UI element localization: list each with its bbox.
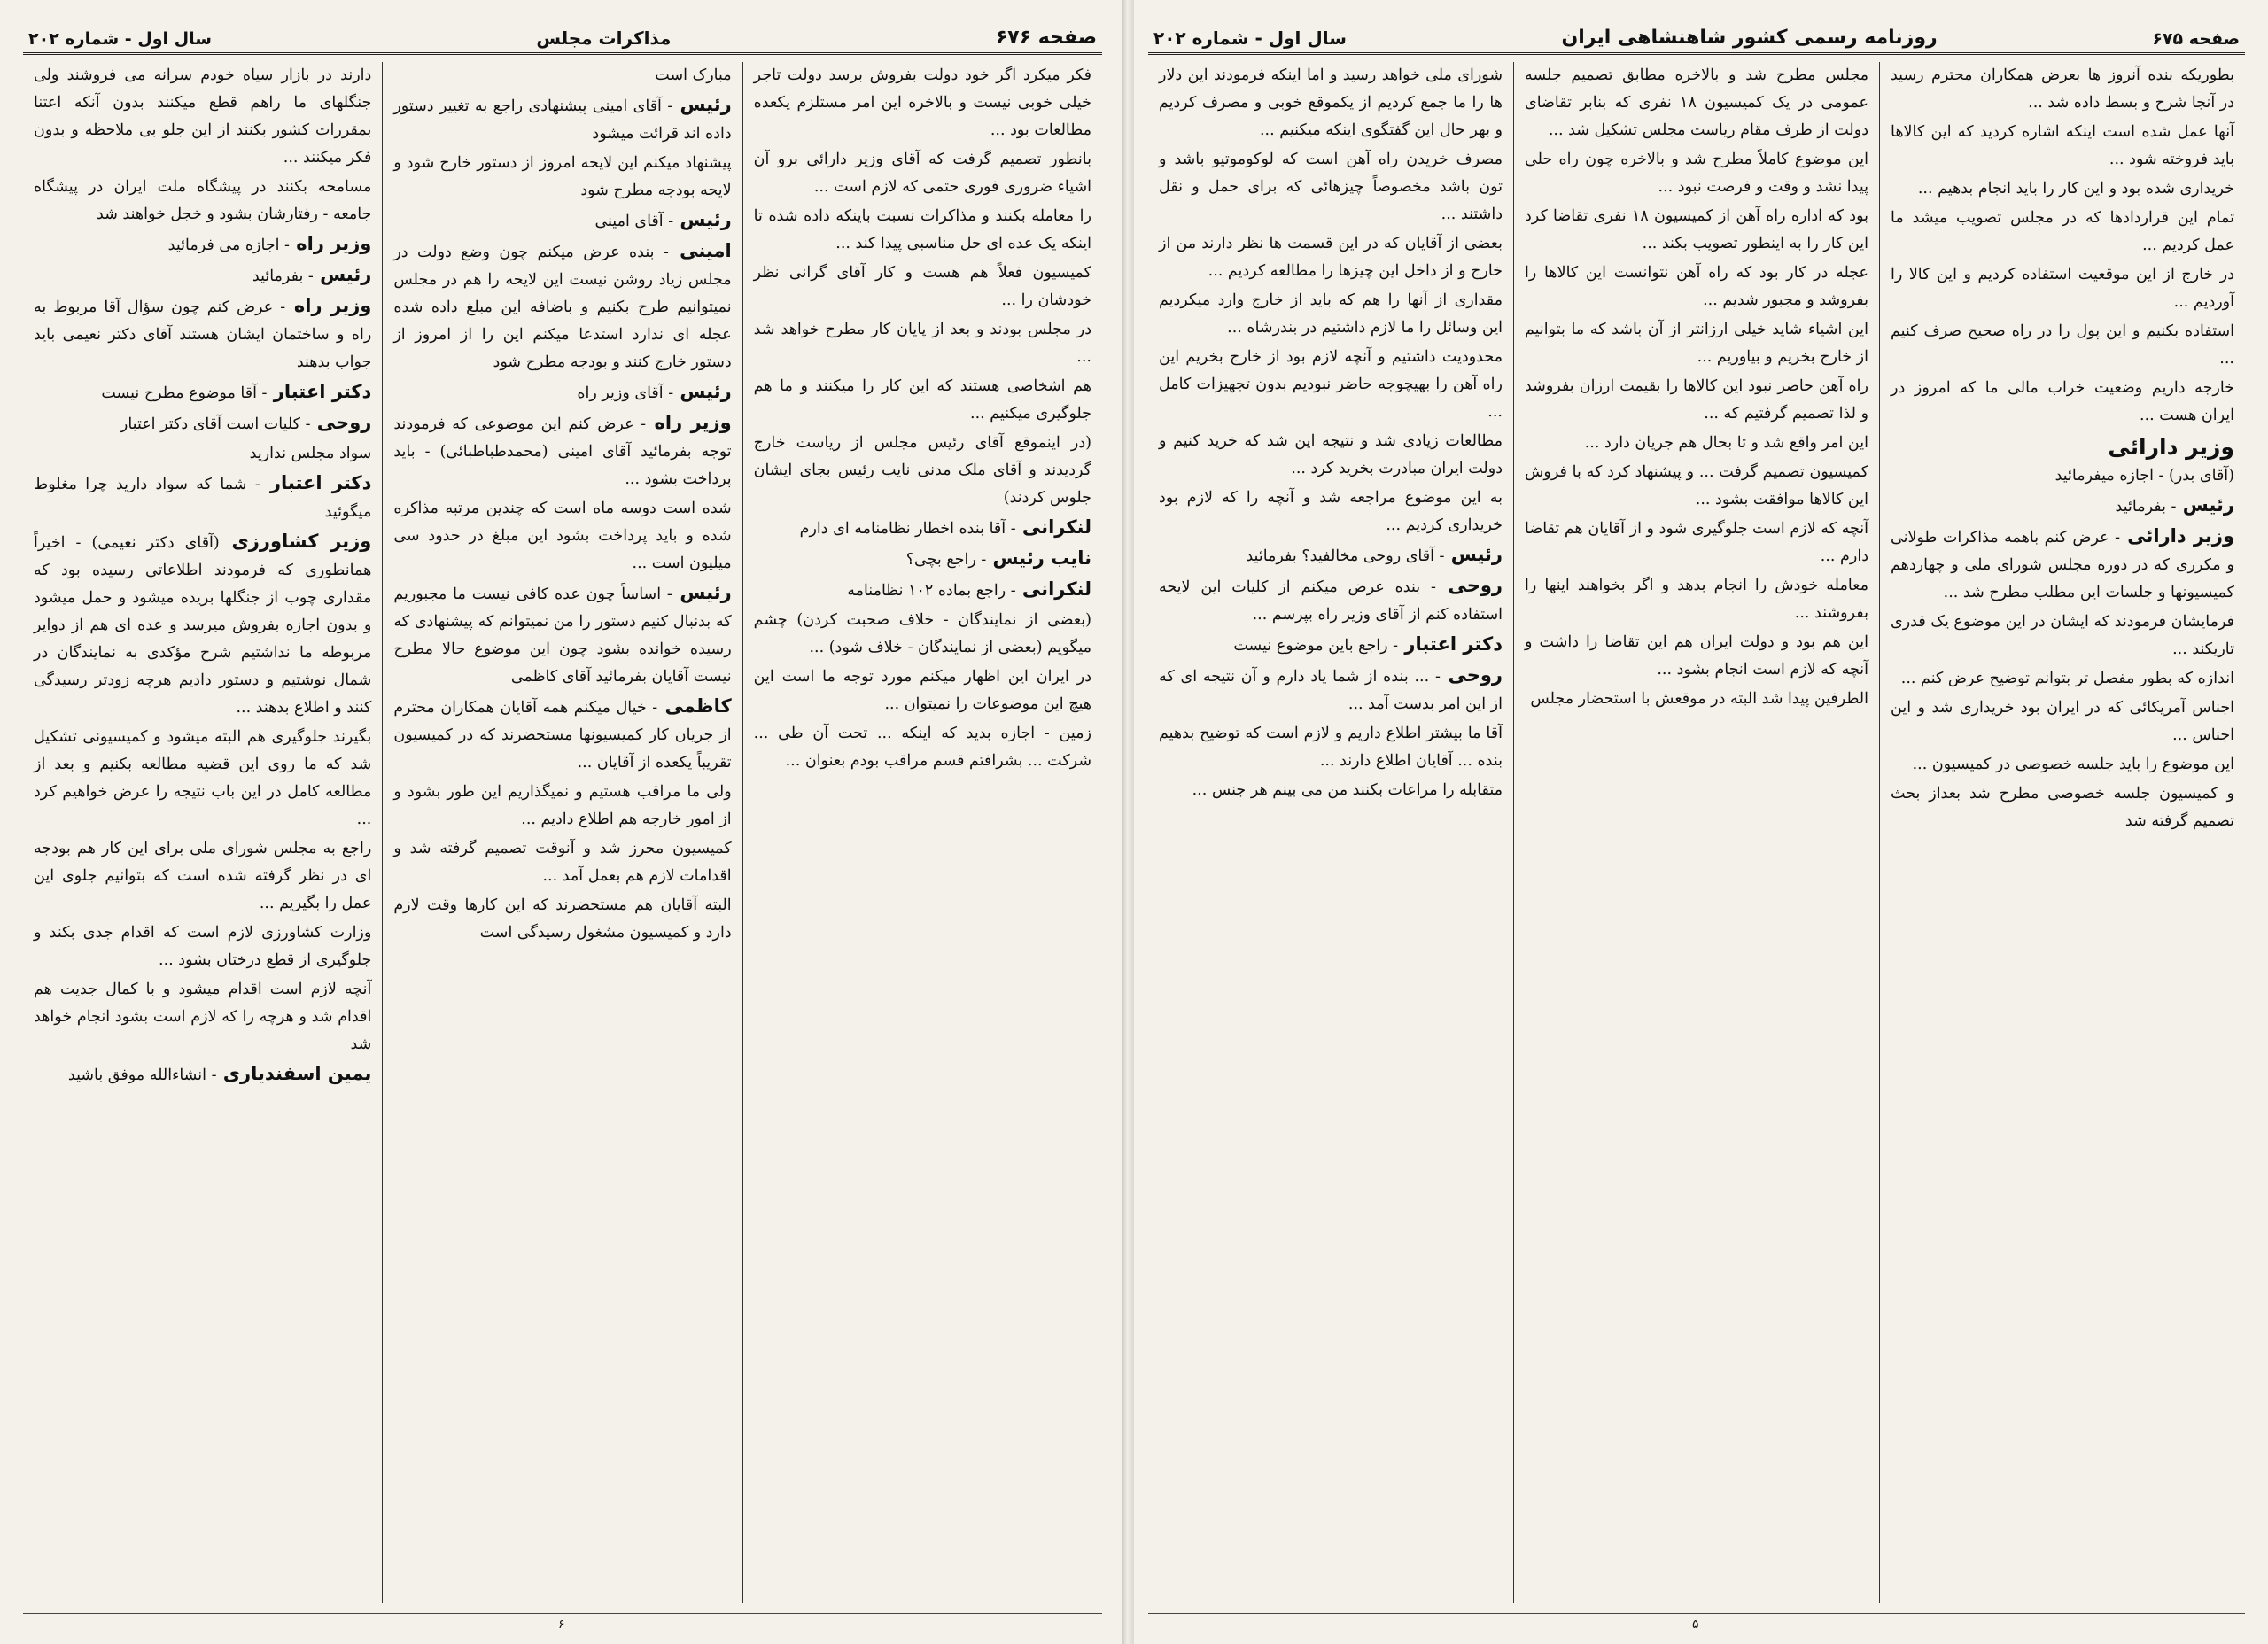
- paragraph-text: اجناس آمریکائی که در ایران بود خریداری شد و این اجناس ...: [1891, 699, 2234, 744]
- paragraph-text: فکر میکرد اگر خود دولت بفروش برسد دولت تاجر خیلی خوبی نیست و بالاخره این امر مستلزم یکعده مطالعات بود ...: [753, 66, 1091, 139]
- paragraph-text: - بنده عرض میکنم از کلیات این لایحه استفاده کنم از آقای وزیر راه بپرسم ...: [1159, 578, 1503, 624]
- paragraph: [1891, 261, 2234, 316]
- left-header-section: مذاکرات مجلس: [536, 27, 672, 49]
- left-page-number: ۶: [558, 1617, 565, 1632]
- paragraph: [393, 835, 731, 890]
- paragraph-text: را معامله بکنند و مذاکرات نسبت باینکه داده شده تا اینکه یک عده ای حل مناسبی پیدا کند ...: [753, 207, 1091, 252]
- paragraph-text: این موضوع را باید جلسه خصوصی در کمیسیون ...: [1912, 756, 2234, 773]
- paragraph: [34, 1060, 371, 1090]
- paragraph-text: - انشاءالله موفق باشید: [67, 1066, 217, 1084]
- paragraph: [1159, 230, 1503, 285]
- paragraph: [393, 91, 731, 148]
- paragraph: [34, 230, 371, 260]
- paragraph-text: این امر واقع شد و تا بحال هم جریان دارد ...: [1584, 434, 1868, 452]
- speaker-name: لنکرانی: [1015, 516, 1091, 538]
- paragraph: [1525, 373, 1868, 428]
- paragraph: [1891, 119, 2234, 174]
- paragraph: [393, 378, 731, 407]
- right-header-issue: سال اول - شماره ۲۰۲: [1153, 27, 1347, 49]
- paragraph: [1159, 62, 1503, 144]
- paragraph-text: بطوریکه بنده آنروز ها بعرض همکاران محترم رسید در آنجا شرح و بسط داده شد ...: [1891, 66, 2234, 112]
- paragraph-text: - آقای وزیر راه: [577, 384, 674, 402]
- paragraph: [1159, 720, 1503, 775]
- paragraph-text: کمیسیون فعلاً هم هست و کار آقای گرانی نظر خودشان را ...: [753, 264, 1091, 309]
- paragraph-text: در خارج از این موقعیت استفاده کردیم و این کالا را آوردیم ...: [1891, 266, 2234, 311]
- right-page-bottom-rule: [1148, 1613, 2245, 1614]
- paragraph: [754, 576, 1091, 605]
- paragraph-text: راجع به مجلس شورای ملی برای این کار هم بودجه ای در نظر گرفته شده است که بتوانیم جلوی این عمل را بگیریم ...: [34, 840, 372, 912]
- paragraph: [1891, 433, 2234, 490]
- paragraph-text: شده است دوسه ماه است که چندین مرتبه مذاکره شده و باید پرداخت بشود این مبلغ در حدود سی میلیون است ...: [393, 500, 732, 572]
- paragraph-text: زمین - اجازه بدید که اینکه ... تحت آن طی ... شرکت ... بشرافتم قسم مراقب بودم بعنوان ...: [753, 725, 1091, 770]
- left-header-issue: سال اول - شماره ۲۰۲: [28, 29, 212, 49]
- paragraph-text: خارجه داریم وضعیت خراب مالی ما که امروز در ایران هست ...: [1891, 379, 2234, 424]
- paragraph: [1891, 751, 2234, 779]
- paragraph-text: بانطور تصمیم گرفت که آقای وزیر دارائی برو آن اشیاء ضروری فوری حتمی که لازم است ...: [753, 151, 1091, 196]
- paragraph: [754, 607, 1091, 662]
- speaker-name: رئیس: [1444, 544, 1503, 565]
- paragraph-text: تمام این قراردادها که در مجلس تصویب میشد ما عمل کردیم ...: [1891, 209, 2234, 254]
- binding-gutter: [1122, 0, 1134, 1644]
- paragraph: [393, 693, 731, 777]
- paragraph: [1891, 205, 2234, 260]
- left-page-columns: [23, 62, 1102, 1603]
- paragraph-text: - عرض کنم این موضوعی که فرمودند توجه بفرمائید آقای امینی (محمدطباطبائی) - باید پرداخت بشود ...: [393, 415, 732, 488]
- paragraph-text: - اجازه می فرمائید: [167, 237, 290, 254]
- paragraph: [754, 663, 1091, 718]
- paragraph: [1159, 344, 1503, 426]
- paragraph: [1525, 572, 1868, 627]
- paragraph: [754, 260, 1091, 314]
- paragraph-text: فرمایشان فرمودند که ایشان در این موضوع یک قدری تاریکند ...: [1891, 613, 2234, 658]
- paragraph: [1525, 203, 1868, 258]
- paragraph: [1525, 316, 1868, 371]
- paragraph-text: در ایران این اظهار میکنم مورد توجه ما است این هیچ این موضوعات را نمیتوان ...: [753, 668, 1091, 713]
- paragraph-text: این موضوع کاملاً مطرح شد و بالاخره چون راه حلی پیدا نشد و وقت و فرصت نبود ...: [1525, 151, 1868, 196]
- paragraph-text: عجله در کار بود که راه آهن نتوانست این کالاها را بفروشد و مجبور شدیم ...: [1525, 264, 1868, 309]
- paragraph-text: راه آهن حاضر نبود این کالاها را بقیمت ارزان بفروشد و لذا تصمیم گرفتیم که ...: [1525, 377, 1868, 423]
- speaker-name: نایب رئیس: [986, 547, 1091, 569]
- left-page-bottom-rule: [23, 1613, 1102, 1614]
- paragraph-text: - آقای امینی پیشنهادی راجع به تغییر دستور داده اند قرائت میشود: [393, 97, 732, 143]
- paragraph: [34, 174, 371, 229]
- paragraph-text: هم اشخاصی هستند که این کار را میکنند و ما هم جلوگیری میکنیم ...: [753, 377, 1091, 423]
- paragraph: [34, 976, 371, 1059]
- speaker-name: دکتر اعتبار: [260, 472, 372, 493]
- paragraph: [1891, 523, 2234, 607]
- paragraph-text: کمیسیون محرز شد و آنوقت تصمیم گرفته شد و اقدامات لازم هم بعمل آمد ...: [393, 840, 732, 885]
- paragraph-text: - عرض کنم باهمه مذاکرات طولانی و مکرری که در دوره مجلس شورای ملی و چهاردهم کمیسیونها و جلسات این مطلب مطرح شد ...: [1891, 529, 2234, 601]
- paragraph-text: آقا ما بیشتر اطلاع داریم و لازم است که توضیح بدهیم بنده ... آقایان اطلاع دارند ...: [1159, 725, 1503, 770]
- paragraph-text: استفاده بکنیم و این پول را در راه صحیح صرف کنیم ...: [1891, 322, 2234, 368]
- paragraph-text: البته آقایان هم مستحضرند که این کارها وقت لازم دارد و کمیسیون مشغول رسیدگی است: [393, 896, 732, 942]
- paragraph-text: - کلیات است آقای دکتر اعتبار: [120, 415, 311, 433]
- paragraph: [1891, 62, 2234, 117]
- right-page-column-right: [1879, 62, 2245, 1603]
- paragraph: [1159, 631, 1503, 660]
- paragraph: [1159, 485, 1503, 539]
- paragraph: [754, 720, 1091, 775]
- right-page-columns: [1148, 62, 2245, 1603]
- paragraph: [754, 146, 1091, 201]
- speaker-name: رئیس: [2176, 494, 2234, 516]
- left-page-column-left: [23, 62, 382, 1603]
- paragraph-text: (بعضی از نمایندگان - خلاف صحبت کردن) چشم میگویم (بعضی از نمایندگان - خلاف شود) ...: [753, 611, 1091, 656]
- speaker-name: روحی: [310, 412, 372, 433]
- paragraph: [34, 409, 371, 438]
- paragraph: [754, 203, 1091, 258]
- paragraph: [754, 316, 1091, 371]
- paragraph: [1525, 629, 1868, 684]
- paragraph: [754, 373, 1091, 428]
- paragraph: [393, 579, 731, 691]
- paragraph: [34, 261, 371, 291]
- left-header-page-label: صفحه ۶۷۶: [995, 27, 1097, 49]
- speaker-name: روحی: [1440, 664, 1503, 686]
- right-header-page-label: صفحه ۶۷۵: [2152, 29, 2240, 49]
- paragraph-text: - آقا موضوع مطرح نیست: [101, 384, 268, 402]
- speaker-name: لنکرانی: [1015, 578, 1091, 600]
- paragraph-text: به این موضوع مراجعه شد و آنچه را که لازم بود خریداری کردیم ...: [1159, 489, 1503, 534]
- speaker-name: وزیر کشاورزی: [219, 531, 372, 552]
- paragraph: [1159, 428, 1503, 483]
- speaker-name: وزیر راه: [289, 233, 372, 254]
- paragraph-text: مقداری از آنها را هم که باید از خارج وارد میکردیم این وسائل را ما لازم داشتیم در بندرشاه ...: [1159, 291, 1503, 337]
- paragraph: [1891, 609, 2234, 663]
- paragraph-text: بعضی از آقایان که در این قسمت ها نظر دارند من از خارج و از داخل این چیزها را مطالعه کردیم ...: [1159, 235, 1503, 280]
- paragraph-text: - راجع بماده ۱۰۲ نظامنامه: [847, 582, 1016, 600]
- paragraph-text: سواد مجلس ندارید: [249, 445, 372, 462]
- paragraph: [1159, 541, 1503, 570]
- paragraph-text: - بفرمائید: [2115, 498, 2177, 516]
- right-page-number: ۵: [1692, 1617, 1699, 1632]
- paragraph-text: وزارت کشاورزی لازم است که اقدام جدی بکند و جلوگیری از قطع درختان بشود ...: [34, 924, 372, 969]
- paragraph-text: متقابله را مراعات بکنند من می بینم هر جنس ...: [1192, 781, 1503, 799]
- paragraph-text: - بفرمائید: [252, 268, 314, 285]
- paragraph: [1891, 665, 2234, 693]
- left-page: [0, 0, 1125, 1644]
- paragraph-text: - شما که سواد دارید چرا مغلوط میگوئید: [34, 476, 372, 521]
- paragraph-text: دارند در بازار سیاه خودم سرانه می فروشند ولی جنگلهای ما راهم قطع میکنند بدون آنکه اعتنا بمقررات کشور بکنند از این جلو بی ملاحظه و بدون فکر میکنند ...: [34, 66, 372, 167]
- paragraph: [1891, 318, 2234, 373]
- speaker-name: رئیس: [673, 209, 732, 230]
- paragraph-text: خریداری شده بود و این کار را باید انجام بدهیم ...: [1917, 180, 2234, 198]
- paragraph-text: آنها عمل شده است اینکه اشاره کردید که این کالاها باید فروخته شود ...: [1891, 123, 2234, 168]
- paragraph-text: - عرض کنم چون سؤال آقا مربوط به راه و ساختمان ایشان هستند آقای دکتر نعیمی باید جواب بدهند: [34, 299, 372, 371]
- paragraph: [1891, 694, 2234, 749]
- paragraph-text: - آقای امینی: [594, 213, 674, 230]
- paragraph-text: (آقای بدر) - اجازه میفرمائید: [2054, 467, 2234, 485]
- paragraph-text: - راجع بچی؟: [905, 551, 987, 569]
- paragraph: [1525, 146, 1868, 201]
- paragraph: [34, 292, 371, 376]
- paragraph: [34, 469, 371, 526]
- paragraph: [34, 724, 371, 834]
- right-page-header: [1148, 19, 2245, 55]
- paragraph-text: و کمیسیون جلسه خصوصی مطرح شد بعداز بحث تصمیم گرفته شد: [1891, 785, 2234, 830]
- paragraph-text: الطرفین پیدا شد البته در موقعش با استحضار مجلس: [1530, 690, 1868, 708]
- paragraph: [393, 495, 731, 578]
- paragraph: [393, 150, 731, 205]
- paragraph-text: (آقای دکتر نعیمی) - اخیراً همانطوری که فرمودند اطلاعاتی رسیده بود که مقداری چوب از جنگلها بریده میشود و حمل میشود و بدون اجازه بفروش میرسد و عده ای هم از دوایر مربوطه ما نداشتیم شرح مؤکدی به نمایندگان در شمال نوشتیم و دستور دادیم هرچه زودتر رسیدگی کنند و اطلاع بدهند ...: [34, 534, 372, 717]
- speaker-name: دکتر اعتبار: [1398, 633, 1503, 655]
- paragraph: [1891, 780, 2234, 835]
- paragraph-text: شورای ملی خواهد رسید و اما اینکه فرمودند این دلار ها را ما جمع کردیم از یکموقع خوبی و مصرف کردیم و بهر حال این گفتگوی اینکه میکنیم ...: [1159, 66, 1503, 139]
- paragraph: [393, 206, 731, 236]
- paragraph-text: اندازه که بطور مفصل تر بتوانم توضیح عرض کنم ...: [1900, 670, 2234, 687]
- speaker-heading: وزیر دارائی: [2108, 434, 2234, 460]
- speaker-name: وزیر دارائی: [2120, 525, 2234, 547]
- speaker-name: رئیس: [673, 381, 732, 402]
- speaker-name: امینی: [668, 240, 732, 261]
- speaker-name: وزیر راه: [285, 295, 372, 316]
- paragraph-text: مسامحه بکنند در پیشگاه ملت ایران در پیشگاه جامعه - رفتارشان بشود و خجل خواهند شد: [34, 178, 372, 223]
- paragraph: [1525, 62, 1868, 144]
- paragraph-text: بود که اداره راه آهن از کمیسیون ۱۸ نفری تقاضا کرد این کار را به اینطور تصویب بکند ...: [1525, 207, 1868, 252]
- paragraph: [754, 430, 1091, 512]
- paragraph-text: در مجلس بودند و بعد از پایان کار مطرح خواهد شد ...: [753, 321, 1091, 366]
- paragraph: [1159, 146, 1503, 229]
- paragraph: [754, 545, 1091, 574]
- paragraph-text: مبارک است: [655, 66, 732, 84]
- paragraph: [754, 62, 1091, 144]
- speaker-name: وزیر راه: [646, 412, 732, 433]
- paragraph-text: - اساساً چون عده کافی نیست ما مجبوریم که بدنبال کنیم دستور را من نمیتوانم که پیشنهادی که رسیده خوانده بشود چون این موضوع حالا مطرح نیست آقایان بفرمائید آقای کاظمی: [393, 585, 732, 686]
- speaker-name: رئیس: [313, 264, 372, 285]
- paragraph-text: این اشیاء شاید خیلی ارزانتر از آن باشد که ما بتوانیم از خارج بخریم و بیاوریم ...: [1525, 321, 1868, 366]
- speaker-name: روحی: [1435, 575, 1503, 596]
- paragraph-text: - آقای روحی مخالفید؟ بفرمائید: [1246, 547, 1445, 565]
- right-page: [1125, 0, 2268, 1644]
- speaker-name: رئیس: [672, 582, 732, 603]
- paragraph-text: کمیسیون تصمیم گرفت ... و پیشنهاد کرد که با فروش این کالاها موافقت بشود ...: [1525, 463, 1868, 508]
- paragraph: [393, 779, 731, 834]
- paragraph: [1159, 572, 1503, 629]
- paragraph: [1891, 175, 2234, 203]
- paragraph: [1159, 287, 1503, 342]
- paragraph-text: - راجع باین موضوع نیست: [1233, 637, 1399, 655]
- left-page-column-middle: [382, 62, 742, 1603]
- paragraph-text: آنچه لازم است اقدام میشود و با کمال جدیت هم اقدام شد و هرچه را که لازم است بشود انجام خواهد شد: [34, 981, 372, 1053]
- paragraph: [393, 62, 731, 89]
- right-page-column-middle: [1513, 62, 1879, 1603]
- paragraph-text: - ... بنده از شما یاد دارم و آن نتیجه ای که از این امر بدست آمد ...: [1159, 668, 1503, 713]
- paragraph-text: مجلس مطرح شد و بالاخره مطابق تصمیم جلسه عمومی در یک کمیسیون ۱۸ نفری که بنابر تقاضای دولت از طرف مقام ریاست مجلس تشکیل شد ...: [1525, 66, 1868, 139]
- paragraph: [34, 378, 371, 407]
- left-page-header: [23, 19, 1102, 55]
- speaker-name: کاظمی: [657, 695, 732, 717]
- speaker-name: یمین اسفندیاری: [216, 1063, 372, 1084]
- left-page-column-right: [742, 62, 1102, 1603]
- paragraph: [34, 919, 371, 974]
- paragraph-text: این هم بود و دولت ایران هم این تقاضا را داشت و آنچه که لازم است انجام بشود ...: [1525, 633, 1868, 679]
- paragraph-text: - خیال میکنم همه آقایان همکاران محترم از جریان کار کمیسیونها مستحضرند که در کمیسیون تقریباً یکعده از آقایان ...: [393, 699, 732, 772]
- paragraph-text: پیشنهاد میکنم این لایحه امروز از دستور خارج شود و لایحه بودجه مطرح شود: [393, 154, 732, 199]
- paragraph-text: بگیرند جلوگیری هم البته میشود و کمیسیونی تشکیل شد که ما روی این قضیه مطالعه بکنیم و بعد از مطالعه کامل در این باب نتیجه را عرض خواهیم کرد ...: [34, 728, 372, 828]
- speaker-name: دکتر اعتبار: [267, 381, 372, 402]
- paragraph-text: محدودیت داشتیم و آنچه لازم بود از خارج بخریم این راه آهن را بهیچوجه حاضر نبودیم بدون تجهیزات کامل ...: [1159, 348, 1503, 421]
- paragraph: [1525, 430, 1868, 457]
- paragraph-text: (در اینموقع آقای رئیس مجلس از ریاست خارج گردیدند و آقای ملک مدنی نایب رئیس بجای ایشان جلوس کردند): [753, 434, 1091, 507]
- paragraph-text: مطالعات زیادی شد و نتیجه این شد که خرید کنیم و دولت ایران مبادرت بخرید کرد ...: [1159, 432, 1503, 477]
- paragraph: [34, 528, 371, 722]
- paragraph: [393, 892, 731, 947]
- paragraph: [1159, 777, 1503, 804]
- paragraph: [1891, 375, 2234, 430]
- paragraph: [393, 409, 731, 493]
- paragraph: [34, 835, 371, 918]
- paragraph: [1525, 686, 1868, 713]
- paragraph: [1525, 516, 1868, 570]
- paragraph: [34, 62, 371, 172]
- paragraph-text: معامله خودش را انجام بدهد و اگر بخواهند اینها را بفروشند ...: [1525, 577, 1868, 622]
- paragraph-text: - بنده عرض میکنم چون وضع دولت در مجلس زیاد روشن نیست این لایحه را هم در مجلس نمیتوانیم طرح بکنیم و باضافه این مبلغ داده شده عجله ای ندارد استدعا میکنم این را از امروز از دستور خارج کنند و بودجه مطرح شود: [393, 244, 732, 371]
- paragraph: [1891, 492, 2234, 521]
- paragraph: [1525, 260, 1868, 314]
- speaker-name: رئیس: [672, 94, 732, 115]
- paragraph-text: - آقا بنده اخطار نظامنامه ای دارم: [799, 520, 1016, 538]
- paragraph-text: ولی ما مراقب هستیم و نمیگذاریم این طور بشود و از امور خارجه هم اطلاع دادیم ...: [393, 783, 732, 828]
- paragraph-text: مصرف خریدن راه آهن است که لوکوموتیو باشد و تون باشد مخصوصاً چیزهائی که برای حمل و نقل داشتند ...: [1159, 151, 1503, 223]
- paragraph: [1525, 459, 1868, 514]
- right-header-section: روزنامه رسمی کشور شاهنشاهی ایران: [1561, 27, 1938, 49]
- paragraph: [393, 237, 731, 376]
- paragraph: [34, 440, 371, 468]
- paragraph: [1159, 662, 1503, 718]
- right-page-column-left: [1148, 62, 1513, 1603]
- paragraph: [754, 514, 1091, 543]
- paragraph-text: آنچه که لازم است جلوگیری شود و از آقایان هم تقاضا دارم ...: [1525, 520, 1868, 565]
